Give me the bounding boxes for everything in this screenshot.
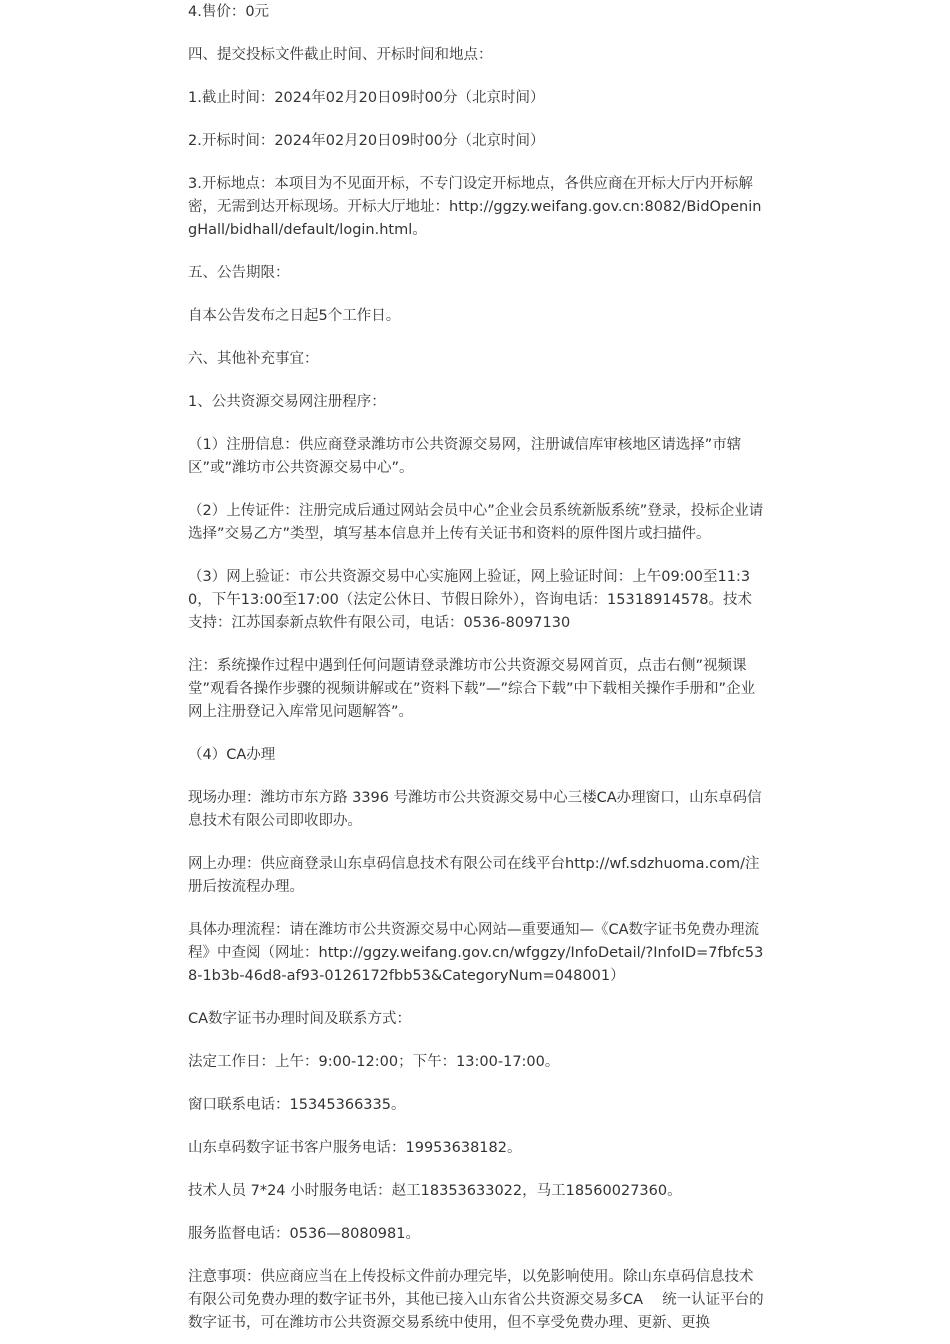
working-hours-line: 法定工作日：上午：9:00-12:00；下午：13:00-17:00。 xyxy=(188,1054,560,1070)
supervision-phone-line: 服务监督电话：0536—8080981。 xyxy=(188,1226,420,1242)
section-heading-deadline: 四、提交投标文件截止时间、开标时间和地点： xyxy=(188,47,493,63)
precautions-paragraph: 注意事项：供应商应当在上传投标文件前办理完毕，以免影响使用。除山东卓码信息技术有限公司免费办理的数字证书外，其他已接入山东省公共资源交易多CA 统一认证平台的数字证书，可在潍坊市公共资源交易系统中使用，但不享受免费办理、更新、更换 xyxy=(188,1269,764,1331)
window-phone-line: 窗口联系电话：15345366335。 xyxy=(188,1097,406,1113)
section-heading-other-matters: 六、其他补充事宜： xyxy=(188,351,319,367)
online-verification-paragraph: （3）网上验证：市公共资源交易中心实施网上验证，网上验证时间：上午09:00至11:30，下午13:00至17:00（法定公休日、节假日除外），咨询电话：15318914578。技术支持：江苏国泰新点软件有限公司，电话：0536-8097130 xyxy=(188,569,753,631)
notice-period-line: 自本公告发布之日起5个工作日。 xyxy=(188,308,401,324)
customer-service-phone-line: 山东卓码数字证书客户服务电话：19953638182。 xyxy=(188,1140,522,1156)
system-note-paragraph: 注：系统操作过程中遇到任何问题请登录潍坊市公共资源交易网首页，点击右侧”视频课堂”观看各操作步骤的视频讲解或在”资料下载”—”综合下载”中下载相关操作手册和”企业网上注册登记入库常见问题解答”。 xyxy=(188,658,756,720)
section-heading-notice-period: 五、公告期限： xyxy=(188,265,290,281)
online-handling-paragraph: 网上办理：供应商登录山东卓码信息技术有限公司在线平台http://wf.sdzhuoma.com/注册后按流程办理。 xyxy=(188,856,760,895)
upload-certificates-paragraph: （2）上传证件：注册完成后通过网站会员中心”企业会员系统新版系统”登录，投标企业请选择”交易乙方”类型，填写基本信息并上传有关证书和资料的原件图片或扫描件。 xyxy=(188,503,764,542)
registration-procedure-heading: 1、公共资源交易网注册程序： xyxy=(188,394,386,410)
opening-location-paragraph: 3.开标地点：本项目为不见面开标，不专门设定开标地点，各供应商在开标大厅内开标解密，无需到达开标现场。开标大厅地址：http://ggzy.weifang.gov.cn:8082/BidOpeningHall/bidhall/default/login.html。 xyxy=(188,176,762,238)
registration-info-paragraph: （1）注册信息：供应商登录潍坊市公共资源交易网，注册诚信库审核地区请选择”市辖区”或”潍坊市公共资源交易中心”。 xyxy=(188,437,742,476)
announcement-body xyxy=(188,1,766,1335)
onsite-handling-paragraph: 现场办理：潍坊市东方路 3396 号潍坊市公共资源交易中心三楼CA办理窗口，山东卓码信息技术有限公司即收即办。 xyxy=(188,790,762,829)
ca-heading: （4）CA办理 xyxy=(188,747,276,763)
deadline-time-line: 1.截止时间：2024年02月20日09时00分（北京时间） xyxy=(188,90,545,106)
sale-price-line: 4.售价：0元 xyxy=(188,4,270,20)
handling-process-paragraph: 具体办理流程：请在潍坊市公共资源交易中心网站—重要通知—《CA数字证书免费办理流程》中查阅（网址：http://ggzy.weifang.gov.cn/wfggzy/InfoDetail/?InfoID=7fbfc538-1b3b-46d8-af93-0126172fbb53&CategoryNum=048001） xyxy=(188,922,764,984)
opening-time-line: 2.开标时间：2024年02月20日09时00分（北京时间） xyxy=(188,133,545,149)
tech-support-phone-line: 技术人员 7*24 小时服务电话：赵工18353633022，马工18560027360。 xyxy=(188,1183,682,1199)
ca-contact-heading: CA数字证书办理时间及联系方式： xyxy=(188,1011,412,1027)
